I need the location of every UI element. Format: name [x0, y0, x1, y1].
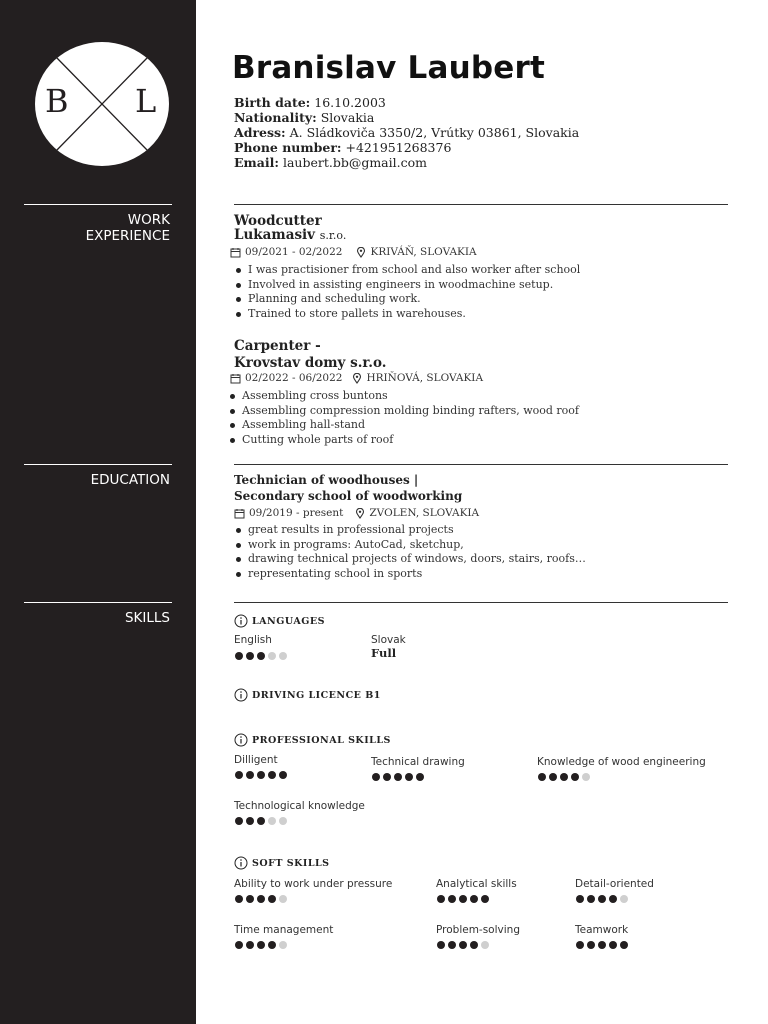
list-item: Assembling hall-stand: [228, 418, 579, 433]
rating-dot: [372, 773, 380, 781]
sidebar-divider: [24, 464, 172, 465]
rating-dot: [279, 652, 287, 660]
detail-value: 16.10.2003: [314, 95, 386, 110]
sidebar-heading-skills: SKILLS: [124, 610, 170, 626]
rating-dot: [416, 773, 424, 781]
job-title: Carpenter -: [234, 338, 321, 354]
education-location: ZVOLEN, SLOVAKIA: [369, 507, 480, 519]
sidebar-heading-education: EDUCATION: [90, 472, 170, 488]
skill-name: Dilligent: [234, 754, 278, 766]
list-item: Assembling cross buntons: [228, 389, 579, 404]
rating-dot: [257, 817, 265, 825]
personal-detail-row: [234, 155, 427, 170]
section-divider: [234, 602, 728, 603]
education-dates: 09/2019 - present: [249, 507, 344, 519]
education-title: Technician of woodhouses |: [234, 473, 419, 487]
detail-value: A. Sládkoviča 3350/2, Vrútky 03861, Slovakia: [289, 125, 580, 140]
language-name: English: [234, 634, 272, 646]
info-icon: [234, 614, 248, 628]
rating-dot: [598, 941, 606, 949]
rating-dot: [620, 941, 628, 949]
location-pin-icon: [352, 373, 362, 384]
monogram-logo: [35, 42, 169, 166]
job-dates: 09/2021 - 02/2022: [245, 246, 343, 258]
detail-value: laubert.bb@gmail.com: [282, 155, 427, 170]
rating-dot: [582, 773, 590, 781]
rating-dot: [235, 895, 243, 903]
skills-heading-soft: [234, 856, 330, 870]
section-divider: [234, 204, 728, 205]
rating-dot: [470, 895, 478, 903]
monogram-letter-right: L: [135, 82, 157, 120]
calendar-icon: [234, 508, 245, 519]
rating-dot: [235, 771, 243, 779]
skills-heading-text: PROFESSIONAL SKILLS: [252, 734, 391, 746]
skill-rating: [235, 771, 287, 779]
job-meta: [230, 372, 483, 384]
language-level: Full: [371, 646, 397, 660]
job-company: [234, 227, 346, 243]
list-item: Trained to store pallets in warehouses.: [234, 307, 580, 322]
detail-label: Nationality:: [234, 110, 317, 125]
rating-dot: [246, 895, 254, 903]
skill-name: Knowledge of wood engineering: [537, 756, 706, 768]
rating-dot: [268, 817, 276, 825]
rating-dot: [394, 773, 402, 781]
company-name: Krovstav domy s.r.o.: [234, 355, 387, 371]
rating-dot: [246, 941, 254, 949]
rating-dot: [235, 817, 243, 825]
rating-dot: [538, 773, 546, 781]
rating-dot: [279, 941, 287, 949]
list-item: representating school in sports: [234, 567, 586, 582]
detail-label: Email:: [234, 155, 279, 170]
rating-dot: [246, 817, 254, 825]
rating-dot: [405, 773, 413, 781]
detail-label: Birth date:: [234, 95, 311, 110]
rating-dot: [279, 895, 287, 903]
skills-heading-text: LANGUAGES: [252, 615, 325, 627]
skills-heading-languages: [234, 614, 325, 628]
rating-dot: [549, 773, 557, 781]
personal-detail-row: [234, 110, 374, 125]
section-divider: [234, 464, 728, 465]
skill-name: Analytical skills: [436, 878, 517, 890]
rating-dot: [448, 941, 456, 949]
job-location: HRIŇOVÁ, SLOVAKIA: [366, 372, 484, 384]
sidebar-heading-work-experience: [86, 212, 170, 244]
rating-dot: [470, 941, 478, 949]
skill-rating: [235, 652, 287, 660]
list-item: Involved in assisting engineers in woodmachine setup.: [234, 278, 580, 293]
rating-dot: [246, 652, 254, 660]
rating-dot: [268, 941, 276, 949]
rating-dot: [257, 941, 265, 949]
rating-dot: [560, 773, 568, 781]
rating-dot: [437, 941, 445, 949]
company-suffix: s.r.o.: [319, 229, 347, 242]
rating-dot: [257, 771, 265, 779]
rating-dot: [587, 895, 595, 903]
page-title: Branislav Laubert: [232, 50, 545, 86]
rating-dot: [459, 895, 467, 903]
info-icon: [234, 688, 248, 702]
skills-heading-text: SOFT SKILLS: [252, 857, 330, 869]
sidebar-divider: [24, 204, 172, 205]
skill-rating: [576, 941, 628, 949]
skill-rating: [576, 895, 628, 903]
monogram-letter-left: B: [45, 82, 69, 120]
skills-heading-driving-licence: [234, 688, 381, 702]
skill-name: Problem-solving: [436, 924, 520, 936]
rating-dot: [235, 941, 243, 949]
rating-dot: [481, 941, 489, 949]
skill-rating: [235, 941, 287, 949]
rating-dot: [279, 817, 287, 825]
rating-dot: [437, 895, 445, 903]
job-bullet-list: [234, 263, 580, 321]
language-name: Slovak: [371, 634, 406, 646]
skill-name: Technical drawing: [371, 756, 465, 768]
rating-dot: [235, 652, 243, 660]
company-name: Lukamasiv: [234, 227, 316, 243]
rating-dot: [257, 895, 265, 903]
rating-dot: [246, 771, 254, 779]
skill-rating: [372, 773, 424, 781]
list-item: Planning and scheduling work.: [234, 292, 580, 307]
skill-name: Technological knowledge: [234, 800, 365, 812]
rating-dot: [268, 652, 276, 660]
rating-dot: [459, 941, 467, 949]
sidebar-divider: [24, 602, 172, 603]
rating-dot: [268, 895, 276, 903]
list-item: great results in professional projects: [234, 523, 586, 538]
rating-dot: [279, 771, 287, 779]
detail-label: Adress:: [234, 125, 286, 140]
calendar-icon: [230, 373, 241, 384]
skill-rating: [538, 773, 590, 781]
rating-dot: [383, 773, 391, 781]
education-school: Secondary school of woodworking: [234, 489, 463, 503]
rating-dot: [609, 941, 617, 949]
detail-value: Slovakia: [320, 110, 375, 125]
job-title: Woodcutter: [234, 213, 322, 229]
rating-dot: [576, 941, 584, 949]
sidebar: [0, 0, 196, 1024]
education-meta: [234, 507, 479, 519]
rating-dot: [609, 895, 617, 903]
skill-name: Detail-oriented: [575, 878, 654, 890]
info-icon: [234, 856, 248, 870]
skill-rating: [235, 817, 287, 825]
list-item: work in programs: AutoCad, sketchup,: [234, 538, 586, 553]
skill-rating: [437, 895, 489, 903]
rating-dot: [257, 652, 265, 660]
skill-rating: [235, 895, 287, 903]
info-icon: [234, 733, 248, 747]
rating-dot: [598, 895, 606, 903]
skill-name: Teamwork: [575, 924, 629, 936]
rating-dot: [481, 895, 489, 903]
skills-heading-professional: [234, 733, 391, 747]
list-item: Assembling compression molding binding rafters, wood roof: [228, 404, 579, 419]
personal-detail-row: [234, 125, 579, 140]
calendar-icon: [230, 247, 241, 258]
rating-dot: [576, 895, 584, 903]
skills-heading-text: DRIVING LICENCE B1: [252, 689, 381, 701]
list-item: drawing technical projects of windows, doors, stairs, roofs…: [234, 552, 586, 567]
list-item: Cutting whole parts of roof: [228, 433, 579, 448]
rating-dot: [448, 895, 456, 903]
detail-label: Phone number:: [234, 140, 342, 155]
job-dates: 02/2022 - 06/2022: [245, 372, 343, 384]
job-meta: [230, 246, 477, 258]
sidebar-heading-line: EXPERIENCE: [85, 228, 170, 244]
rating-dot: [268, 771, 276, 779]
job-company: [234, 355, 386, 371]
personal-detail-row: [234, 95, 386, 110]
job-bullet-list: [228, 389, 579, 447]
sidebar-heading-line: WORK: [127, 212, 170, 228]
rating-dot: [571, 773, 579, 781]
job-location: KRIVÁŇ, SLOVAKIA: [370, 246, 477, 258]
location-pin-icon: [355, 508, 365, 519]
rating-dot: [587, 941, 595, 949]
skill-name: Ability to work under pressure: [234, 878, 393, 890]
location-pin-icon: [356, 247, 366, 258]
personal-detail-row: [234, 140, 451, 155]
skill-rating: [437, 941, 489, 949]
education-bullet-list: [234, 523, 586, 581]
detail-value: +421951268376: [345, 140, 452, 155]
list-item: I was practisioner from school and also worker after school: [234, 263, 580, 278]
rating-dot: [620, 895, 628, 903]
skill-name: Time management: [234, 924, 334, 936]
